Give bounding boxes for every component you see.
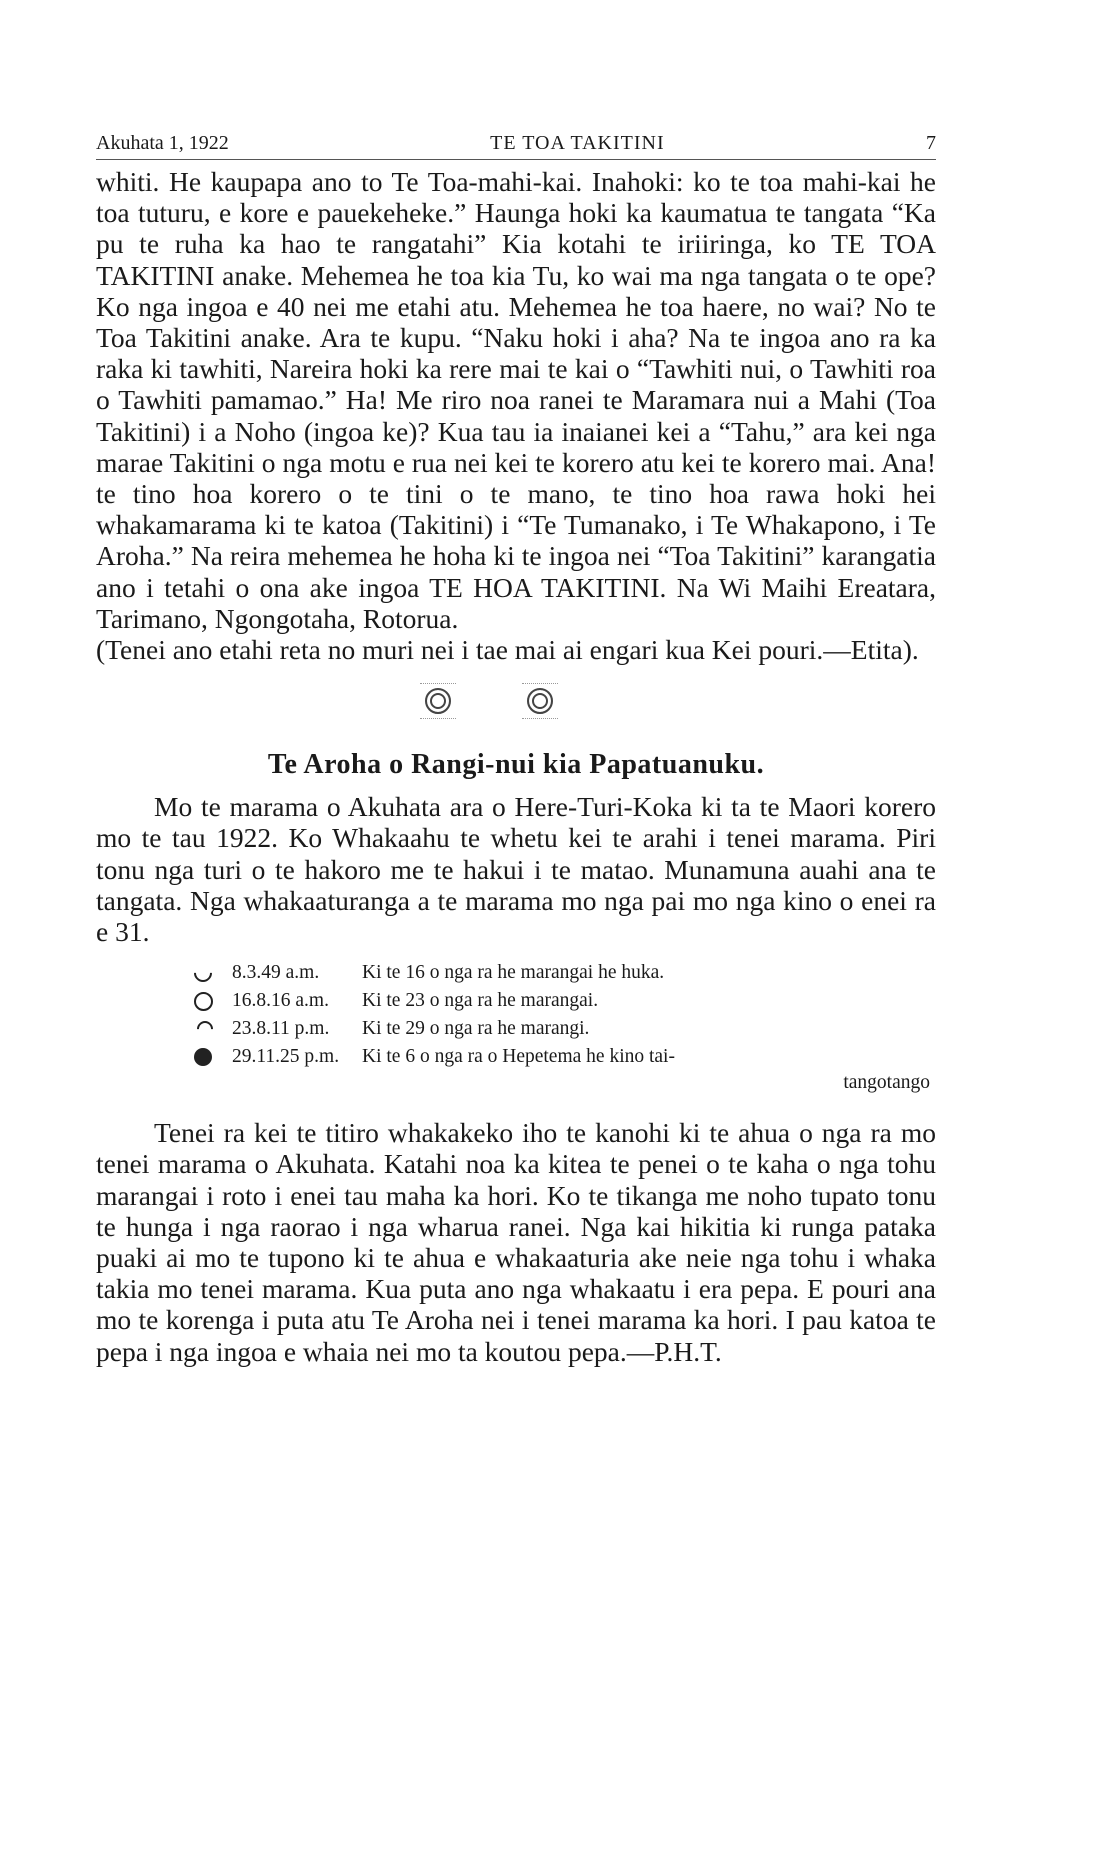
moon-phase-desc: Ki te 23 o nga ra he marangai.	[362, 990, 599, 1012]
header-date: Akuhata 1, 1922	[96, 132, 229, 154]
moon-phase-desc: Ki te 16 o nga ra he marangai he huka.	[362, 962, 665, 984]
moon-phase-row	[194, 1043, 934, 1071]
moon-phase-table	[194, 959, 934, 1095]
new-moon-icon	[194, 1048, 212, 1066]
header-title: TE TOA TAKITINI	[490, 132, 665, 154]
closing-paragraph: Tenei ra kei te titiro whakakeko iho te kanohi ki te ahua o nga ra mo tenei marama o Akuhata. Katahi noa ka kitea te penei o te kaha o nga tohu marangai i roto i enei tau maha ka hori. Ko te tikanga me noho tupato tonu te hunga i nga raorao i nga wharua ranei. Nga kai hikitia ki runga pataka puaki ai mo te tupono ki te ahua e whakaaturia ake neie nga tohu i whaka takia mo tenei marama. Kua puta ano nga whakaatu i era pepa. E pouri ana mo te korenga i puta atu Te Aroha nei i tenei marama ka hori. I pau katoa te pepa i nga ingoa e whaia nei mo ta koutou pepa.—P.H.T.	[96, 1117, 936, 1367]
moon-phase-continuation: tangotango	[843, 1072, 930, 1094]
ornament-icon	[522, 683, 558, 719]
full-moon-icon	[194, 992, 213, 1011]
intro-paragraph: Mo te marama o Akuhata ara o Here-Turi-Koka ki ta te Maori korero mo te tau 1922. Ko Whakaahu te whetu kei te arahi i tenei marama. Piri tonu nga turi o te hakoro me te hakui i te matao. Munamuna auahi ana te tangata. Nga whakaaturanga a te marama mo nga pai mo nga kino o enei ra e 31.	[96, 791, 936, 948]
moon-phase-row	[194, 959, 934, 987]
moon-phase-desc: Ki te 6 o nga ra o Hepetema he kino tai-	[362, 1046, 675, 1068]
moon-phase-row	[194, 987, 934, 1015]
ornament-divider	[420, 683, 936, 719]
page	[96, 132, 936, 1367]
section-heading: Te Aroha o Rangi-nui kia Papatuanuku.	[267, 749, 765, 781]
moon-phase-time: 23.8.11 p.m.	[232, 1018, 330, 1040]
last-quarter-moon-icon	[190, 961, 215, 986]
moon-phase-time: 8.3.49 a.m.	[232, 962, 320, 984]
moon-phase-time: 29.11.25 p.m.	[232, 1046, 340, 1068]
ornament-icon	[420, 683, 456, 719]
moon-phase-time: 16.8.16 a.m.	[232, 990, 329, 1012]
moon-phase-desc: Ki te 29 o nga ra he marangi.	[362, 1018, 590, 1040]
letter-paragraph: whiti. He kaupapa ano to Te Toa-mahi-kai. Inahoki: ko te toa mahi-kai he toa tuturu, e kore e pauekeheke.” Haunga hoki ka kaumatua te tangata “Ka pu te ruha ka hao te rangatahi” Kia kotahi te iriiringa, ko TE TOA TAKITINI anake. Mehemea he toa kia Tu, ko wai ma nga tangata o te ope? Ko nga ingoa e 40 nei me etahi atu. Mehemea he toa haere, no wai? No te Toa Takitini anake. Ara te kupu. “Naku hoki i aha? Na te ingoa ano ra ka raka ki tawhiti, Nareira hoki ka rere mai te kai o “Tawhiti nui, o Tawhiti roa o Tawhiti pamamao.” Ha! Me riro noa ranei te Maramara nui a Mahi (Toa Takitini) i a Noho (ingoa ke)? Kua tau ia inaianei kei a “Tahu,” ara kei nga marae Takitini o nga motu e rua nei kei te korero atu kei te korero mai. Ana! te tino hoa korero o te tini o te mano, te tino hoa rawa hoki hei whakamarama ki te katoa (Takitini) i “Te Tumanako, i Te Whakapono, i Te Aroha.” Na reira mehemea he hoha ki te ingoa nei “Toa Takitini” karangatia ano i tetahi o ona ake ingoa TE HOA TAKITINI. Na Wi Maihi Ereatara, Tarimano, Ngongotaha, Rotorua.	[96, 166, 936, 634]
running-header	[96, 132, 936, 160]
first-quarter-moon-icon	[194, 1018, 217, 1041]
moon-phase-row	[194, 1015, 934, 1043]
editor-note: (Tenei ano etahi reta no muri nei i tae mai ai engari kua Kei pouri.—Etita).	[96, 634, 919, 666]
page-number: 7	[925, 132, 936, 154]
